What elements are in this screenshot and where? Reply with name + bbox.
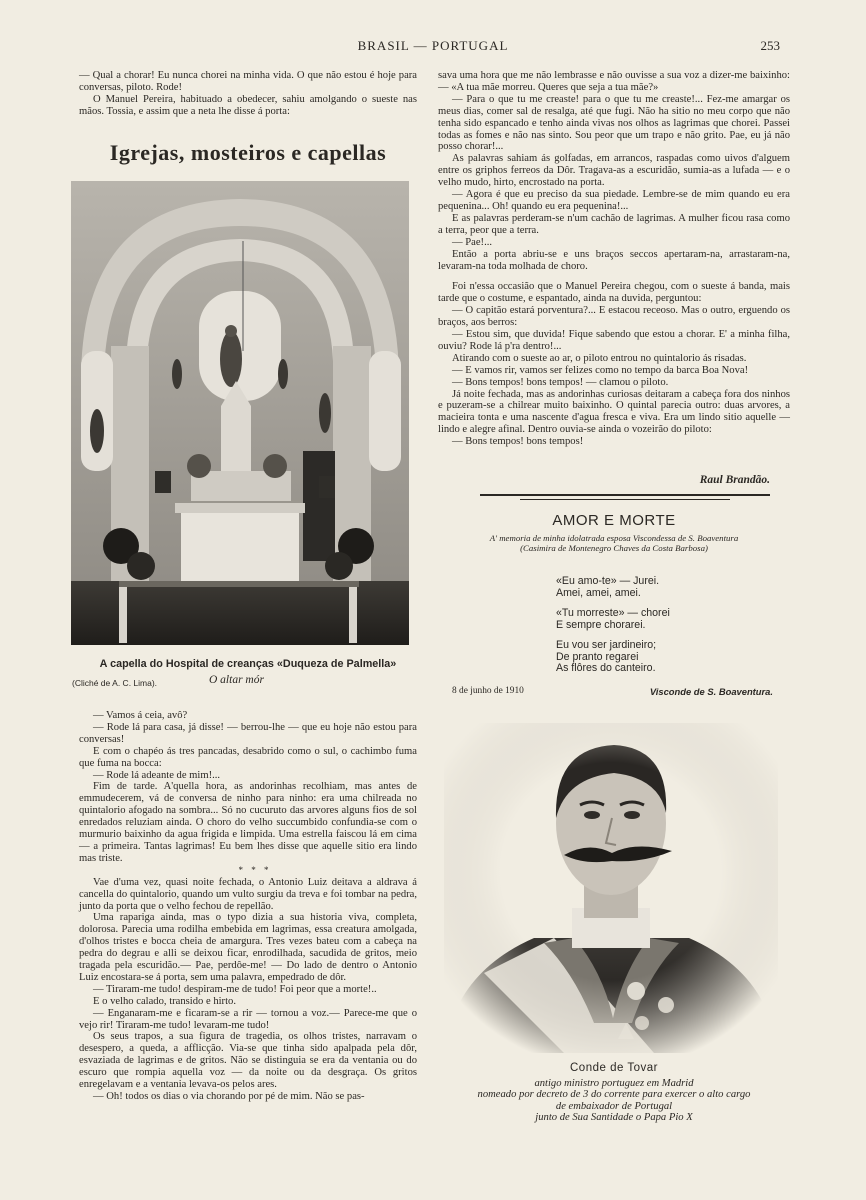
- author-signature: Raul Brandão.: [699, 474, 770, 486]
- page-header: [0, 38, 866, 56]
- paragraph: Uma rapariga ainda, mas o typo dizia a sua historia viva, completa, dolorosa. Parecia uma rodilha embebida em lagrimas, essa creatura amolgada, d'olhos tristes e bocca cheia de amargura. Tres vezes bateu com a cabeça na pedra do degrau e alli se deixou ficar, enrodilhada, sacudida de gritos, meio tragada pela escuridão.— Pae, perdôe-me! — Do lado de dentro o Antonio Luiz encostara-se á porta, sem uma palavra, empedrado de dôr.: [79, 912, 417, 983]
- paragraph: — Estou sim, que duvida! Fique sabendo que estou a chorar. E' a minha filha, ouviu? Rode lá p'ra dentro!...: [438, 329, 790, 352]
- paragraph: sava uma hora que me não lembrasse e não ouvisse a sua voz a dizer-me baixinho: — «A tua mãe morreu. Queres que seja a tua mãe?»: [438, 70, 790, 93]
- paragraph: — Para o que tu me creaste! para o que tu me creaste!... Fez-me amargar os meus dias, comer sal de resalga, até que fugi. Não ha sitio no meu corpo que não tenha sido espancado e tenho ainda vivas nos olhos as lagrimas que chorei. Passei todas as fomes e não nas sinto. Sou peor que um trapo e não grito. Pae, eu já não posso chorar!...: [438, 93, 790, 153]
- paragraph: — Vamos á ceia, avô?: [93, 710, 188, 721]
- poem-stanza: [556, 576, 776, 600]
- paragraph: — O capitão estará porventura?... E estacou receoso. Mas o outro, erguendo os braços, aos berros:: [438, 305, 790, 329]
- poem-dedication: [438, 533, 790, 553]
- left-column-bottom: [79, 710, 417, 1103]
- portrait-caption: [438, 1078, 790, 1124]
- paragraph: — Rode lá para casa, já disse! — berrou-lhe — que eu hoje não estou para conversas!: [79, 721, 417, 745]
- chapel-altar-illustration: [71, 181, 409, 645]
- right-column-text: [438, 70, 790, 448]
- page-number: 253: [760, 38, 780, 53]
- caption-line: junto de Sua Santidade o Papa Pio X: [535, 1112, 693, 1124]
- paragraph: Atirando com o sueste ao ar, o piloto entrou no quintalorio ás risadas.: [452, 352, 747, 364]
- photo-subcaption: O altar mór: [209, 674, 264, 686]
- paragraph: Vae d'uma vez, quasi noite fechada, o Antonio Luiz deitava a aldrava á cancella do quintalorio, quando um vulto surgiu da treva e foi tombar na pedra, junto da porta que o velho fechou de repellão.: [79, 876, 417, 912]
- poem-stanza: [556, 640, 776, 676]
- poem-title: AMOR E MORTE: [552, 512, 676, 529]
- portrait-name: Conde de Tovar: [570, 1062, 658, 1074]
- paragraph: E as palavras perderam-se n'um cachão de lagrimas. A mulher ficou rasa como a terra, peor que a terra.: [438, 212, 790, 236]
- poem-author: Visconde de S. Boaventura.: [649, 686, 773, 697]
- paragraph: — Agora é que eu preciso da sua piedade. Lembre-se de mim quando eu era pequenina... Oh! quando eu era pequenina!...: [438, 189, 790, 212]
- caption-line: antigo ministro portuguez em Madrid: [534, 1078, 694, 1089]
- paragraph: — Bons tempos! bons tempos!: [452, 436, 584, 448]
- caption-line: de embaixador de Portugal: [555, 1100, 673, 1112]
- poem-line: «Tu morreste» — chorei: [556, 606, 670, 619]
- paragraph: Já noite fechada, mas as andorinhas curiosas deitaram a cabeça fora dos ninhos e puzeram-se a chilrear muito baixinho. O quintal parecia outro: duas arvores, a macieira tonta e uma nascente d'agua fresca e viva. Era um lindo sitio aquelle — lindo e alegre afinal. Dentro ouvia-se ainda o vozeirão do piloto:: [438, 388, 790, 436]
- paragraph: — E vamos rir, vamos ser felizes como no tempo da barca Boa Nova!: [452, 364, 749, 376]
- photo-credit: (Cliché de A. C. Lima).: [72, 678, 158, 688]
- caption-line: nomeado por decreto de 3 do corrente para exercer o alto cargo: [477, 1089, 751, 1101]
- paragraph: Foi n'essa occasião que o Manuel Pereira chegou, com o sueste á banda, mais tarde que o costume, e espantado, ainda na duvida, perguntou:: [438, 281, 790, 305]
- running-title: BRASIL — PORTUGAL: [357, 38, 509, 53]
- paragraph: — Enganaram-me e ficaram-se a rir — tornou a voz.— Parece-me que o vejo rir! Tiraram-me tudo! levaram-me tudo!: [79, 1007, 417, 1031]
- poem-body: [556, 576, 776, 683]
- paragraph: E com o chapéo ás tres pancadas, desabrido como o sul, o cachimbo fuma que fuma na bocca:: [79, 745, 417, 769]
- dedication-line: (Casimira de Montenegro Chaves da Costa Barbosa): [520, 543, 708, 553]
- paragraph: E o velho calado, transido e hirto.: [93, 995, 236, 1007]
- paragraph: As palavras sahiam ás golfadas, em arrancos, raspadas como uivos d'alguem entre os griphos ferreos da Dôr. Tragava-as a escuridão, sumia-as a lufada — e o velho mudo, hirto, encrostado na porta.: [438, 153, 790, 189]
- poem-line: Eu vou ser jardineiro;: [556, 638, 657, 651]
- poem-line: De pranto regarei: [556, 650, 639, 663]
- photo-caption: A capella do Hospital de creanças «Duqueza de Palmella»: [99, 658, 397, 670]
- paragraph: O Manuel Pereira, habituado a obedecer, sahiu amolgando o sueste nas mãos. Tossia, e assim que a neta lhe disse á porta:: [79, 93, 417, 117]
- poem-stanza: [556, 608, 776, 632]
- paragraph: Fim de tarde. A'quella hora, as andorinhas recolhiam, mas antes de emmudecerem, vá de conversa de ninho para ninho: era uma chilreada no quintalorio afogado na sombra... Só no cucuruto das arvores alguns fios de sol enredados reluziam ainda. O choro do velho succumbido confundia-se com o murmurio baixinho da agua frigida e limpida. Uma estrella faiscou lá em cima — a primeira. Tantas lagrimas! Eu bem lhes disse que aquelle sitio era lindo mas triste.: [79, 781, 417, 864]
- paragraph: — Bons tempos! bons tempos! — clamou o piloto.: [452, 376, 669, 388]
- section-title: Igrejas, mosteiros e capellas: [109, 140, 387, 165]
- paragraph: — Qual a chorar! Eu nunca chorei na minha vida. O que não estou é hoje para conversas, piloto. Rode!: [79, 70, 417, 93]
- left-column-top: [79, 70, 417, 118]
- poem-line: Amei, amei, amei.: [556, 586, 641, 599]
- paragraph: — Oh! todos os dias o via chorando por pé de mim. Não se pas-: [93, 1091, 365, 1102]
- paragraph: — Tiraram-me tudo! despiram-me de tudo! Foi peor que a morte!..: [93, 983, 377, 995]
- paragraph: — Rode lá adeante de mim!...: [93, 769, 221, 781]
- poem-line: As flôres do canteiro.: [556, 662, 656, 675]
- poem-line: «Eu amo-te» — Jurei.: [556, 575, 660, 587]
- portrait-photo: [444, 723, 778, 1053]
- dedication-line: A' memoria de minha idolatrada esposa Viscondessa de S. Boaventura: [489, 533, 739, 543]
- portrait-illustration: [444, 723, 778, 1053]
- paragraph: — Pae!...: [452, 236, 493, 248]
- chapel-altar-photo: [71, 181, 409, 645]
- poem-date: 8 de junho de 1910: [452, 686, 524, 696]
- poem-line: E sempre chorarei.: [556, 618, 646, 631]
- divider-rule: [480, 494, 770, 496]
- paragraph: Então a porta abriu-se e uns braços seccos apertaram-na, arrastaram-na, levaram-na toda molhada de choro.: [438, 248, 790, 272]
- section-break-stars: * * *: [238, 864, 272, 875]
- paragraph: Os seus trapos, a sua figura de tragedia, os olhos tristes, narravam o desespero, a queda, a afflicção. Via-se que tinha sido apalpada pela dôr, esvaziada de lagrimas e de gritos. Não se distinguia se era da ventania ou do escuro que rompia aquella voz — da noite ou da desgraça. Os gritos enregelavam e a ventania levava-os pelos ares.: [79, 1031, 417, 1091]
- divider-rule-thin: [520, 499, 730, 500]
